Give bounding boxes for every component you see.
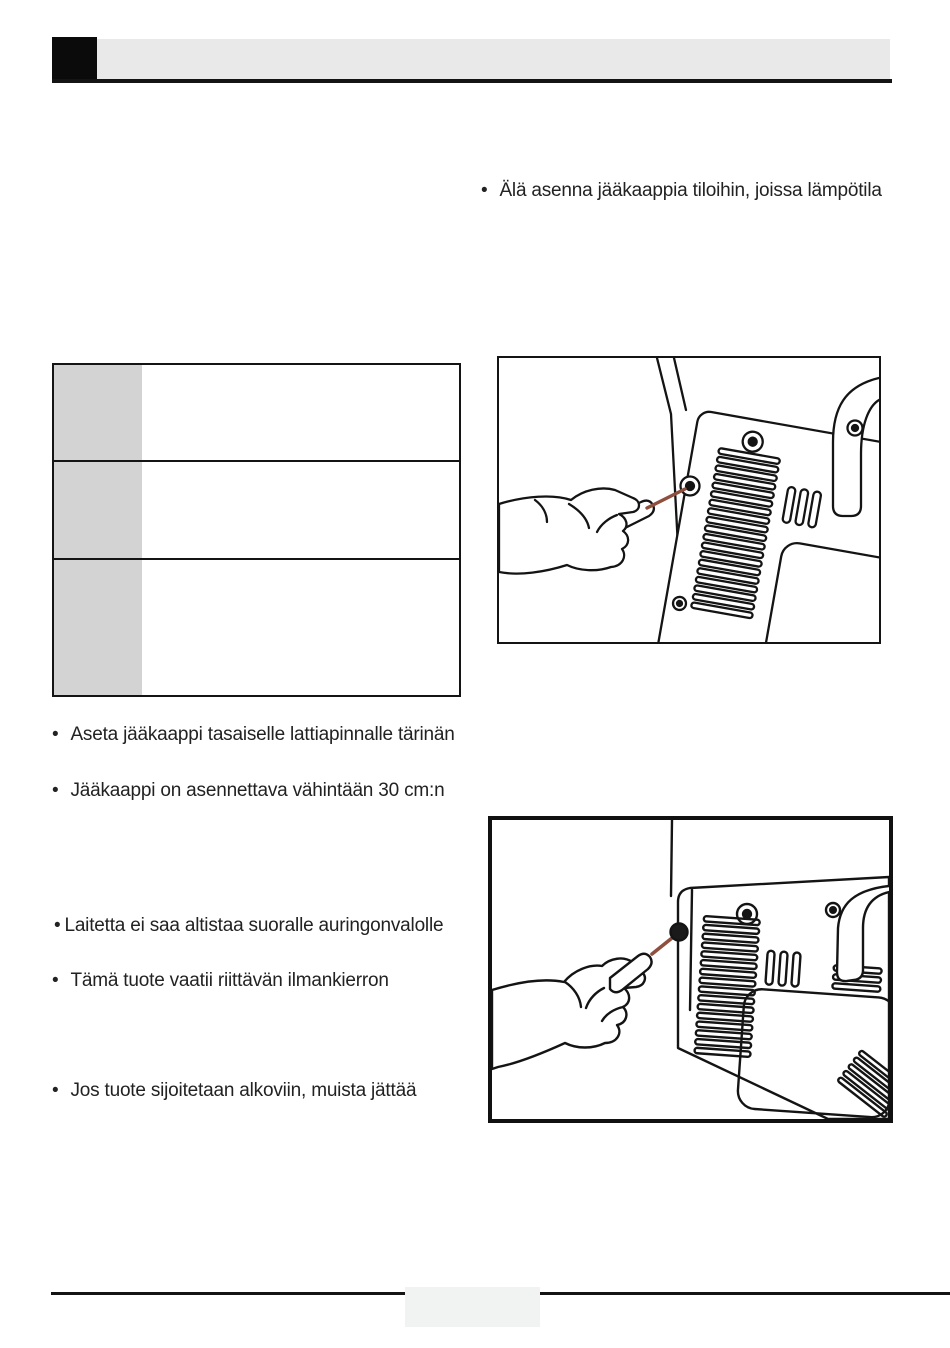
screwdriver-shaft	[652, 938, 672, 954]
list-item	[54, 913, 494, 939]
climate-class-table	[52, 363, 461, 697]
list-item-text: Aseta jääkaappi tasaiselle lattiapinnalle tärinän	[70, 724, 455, 745]
line-art-hand-screwdriver-icon	[492, 820, 889, 1119]
bullet-icon: •	[52, 970, 59, 991]
list-item	[52, 778, 492, 804]
header-rule	[52, 79, 892, 83]
table-content-cell	[142, 365, 459, 460]
table-label-cell	[54, 462, 142, 558]
figure-remove-back-panel-screw-2	[488, 816, 893, 1123]
figure-remove-back-panel-screw-1	[497, 356, 881, 644]
table-label-cell	[54, 365, 142, 460]
list-item-text: Älä asenna jääkaappia tiloihin, joissa lämpötila	[499, 180, 882, 201]
bullet-icon: •	[52, 1080, 59, 1101]
table-row	[54, 560, 459, 695]
table-row	[54, 462, 459, 560]
line-art-hand-screwdriver-icon	[499, 358, 879, 642]
list-item	[52, 1078, 492, 1104]
table-content-cell	[142, 462, 459, 558]
bullet-icon: •	[52, 780, 59, 801]
screw-side	[681, 477, 700, 496]
screw-head-on-tip	[671, 924, 688, 941]
list-item	[481, 178, 921, 204]
list-item-text: Tämä tuote vaatii riittävän ilmankierron	[70, 970, 389, 991]
bullet-icon: •	[54, 915, 61, 936]
screwdriver-shaft	[647, 489, 685, 508]
list-item-text: Laitetta ei saa altistaa suoralle auringonvalolle	[64, 915, 444, 936]
table-label-cell	[54, 560, 142, 695]
section-title-bar	[97, 39, 890, 79]
hand	[499, 488, 639, 573]
table-content-cell	[142, 560, 459, 695]
table-row	[54, 365, 459, 462]
cabinet-edge-line	[671, 820, 672, 896]
bullet-icon: •	[481, 180, 488, 201]
list-item	[52, 722, 492, 748]
section-number-block	[52, 37, 97, 83]
list-item-text: Jääkaappi on asennettava vähintään 30 cm:n	[70, 780, 445, 801]
bullet-icon: •	[52, 724, 59, 745]
list-item	[52, 968, 492, 994]
list-item-text: Jos tuote sijoitetaan alkoviin, muista jättää	[70, 1080, 417, 1101]
page-number-placeholder	[405, 1287, 540, 1327]
